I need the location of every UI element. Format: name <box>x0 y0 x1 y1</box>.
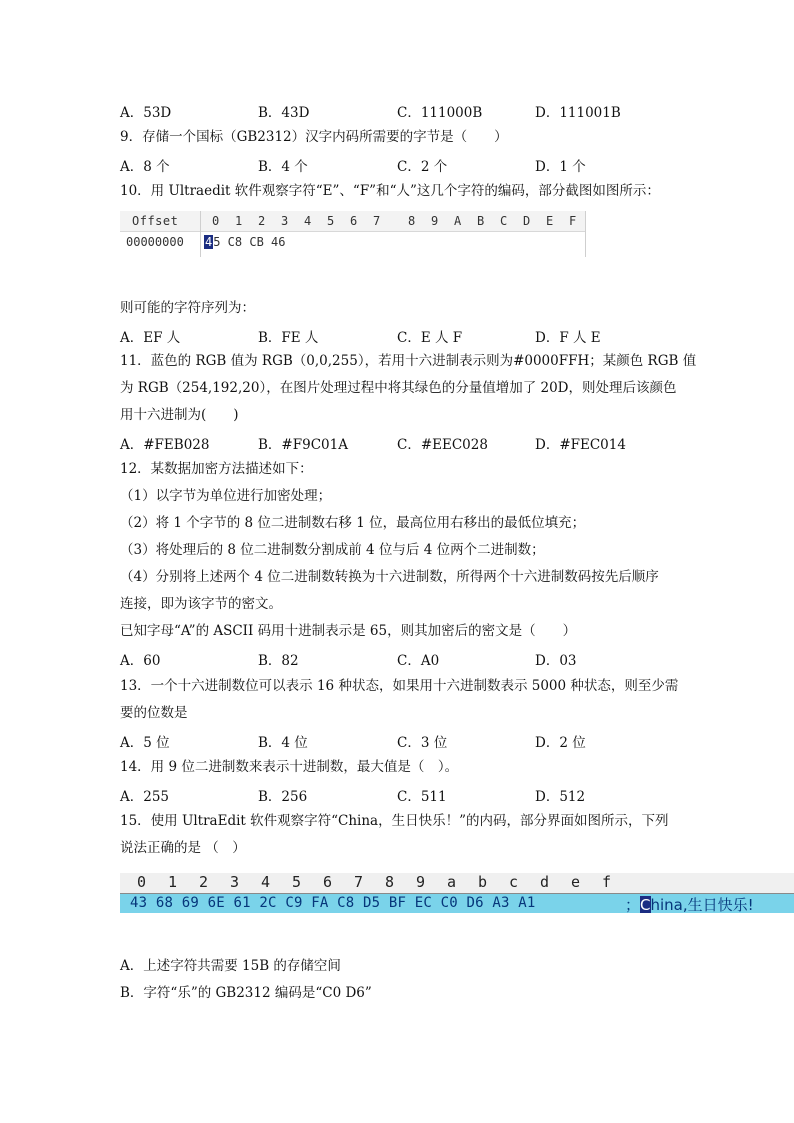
option-c: C．2 个 <box>397 159 448 175</box>
option-c: C．#EEC028 <box>397 437 488 453</box>
option-b: B．4 个 <box>258 159 308 175</box>
option-d: D．F 人 E <box>535 330 601 346</box>
column-label: 3 <box>230 873 240 891</box>
q12-stem: 12．某数据加密方法描述如下： <box>120 461 313 477</box>
q10-stem: 10．用 Ultraedit 软件观察字符“E”、“F”和“人”这几个字符的编码，部分截图如图所示： <box>120 183 660 199</box>
option-b: B．FE 人 <box>258 330 319 346</box>
q11-stem-line3: 用十六进制为( ) <box>120 407 239 423</box>
text-separator: ； <box>625 896 641 913</box>
column-label: 3 <box>281 214 289 228</box>
q12-step1: （1）以字节为单位进行加密处理； <box>120 488 332 504</box>
q11-stem-line1: 11．蓝色的 RGB 值为 RGB（0,0,255），若用十六进制表示则为#0000FFH；某颜色 RGB 值 <box>120 353 697 369</box>
column-label: 0 <box>137 873 147 891</box>
ultraedit-hex-view-2 <box>120 873 794 913</box>
option-a: A．#FEB028 <box>120 437 210 453</box>
column-label: A <box>454 214 462 228</box>
option-b: B．43D <box>258 105 310 121</box>
option-d: D．2 位 <box>535 735 586 751</box>
q14-stem: 14．用 9 位二进制数来表示十进制数，最大值是（ ）。 <box>120 759 459 775</box>
q12-step4-line1: （4）分别将上述两个 4 位二进制数转换为十六进制数，所得两个十六进制数码按先后顺序 <box>120 569 659 585</box>
column-label: e <box>571 873 581 891</box>
column-label: d <box>540 873 550 891</box>
q15-option-a: A．上述字符共需要 15B 的存储空间 <box>120 958 341 974</box>
q9-options <box>120 155 720 173</box>
q15-stem-line2: 说法正确的是 （ ） <box>120 840 246 856</box>
option-a: A．8 个 <box>120 159 170 175</box>
option-d: D．03 <box>535 653 577 669</box>
column-label: F <box>569 214 577 228</box>
q12-options <box>120 649 720 667</box>
column-label: 6 <box>323 873 333 891</box>
column-label: 4 <box>261 873 271 891</box>
column-label: C <box>500 214 508 228</box>
q11-stem-line2: 为 RGB（254,192,20），在图片处理过程中将其绿色的分量值增加了 20D，则处理后该颜色 <box>120 380 677 396</box>
column-label: b <box>478 873 488 891</box>
column-header <box>120 873 794 894</box>
column-label: E <box>546 214 554 228</box>
offset-value: 00000000 <box>126 235 184 249</box>
option-a: A．EF 人 <box>120 330 181 346</box>
text-cursor: 4 <box>205 235 213 249</box>
hex-bytes: 43 68 69 6E 61 2C C9 FA C8 D5 BF EC C0 D6 A3 A1 <box>130 895 536 911</box>
q13-options <box>120 731 720 749</box>
text-cursor: C <box>640 896 651 913</box>
option-c: C．3 位 <box>397 735 448 751</box>
q12-question: 已知字母“A”的 ASCII 码用十进制表示是 65，则其加密后的密文是（ ） <box>120 623 577 639</box>
q14-options <box>120 785 720 803</box>
option-d: D．#FEC014 <box>535 437 626 453</box>
column-label: 0 <box>212 214 220 228</box>
option-d: D．1 个 <box>535 159 586 175</box>
column-label: 7 <box>354 873 364 891</box>
option-b: B．#F9C01A <box>258 437 348 453</box>
column-label: 2 <box>258 214 266 228</box>
q11-options <box>120 433 720 451</box>
column-label: 1 <box>168 873 178 891</box>
column-label: 8 <box>385 873 395 891</box>
column-label: 9 <box>431 214 439 228</box>
q15-stem-line1: 15．使用 UltraEdit 软件观察字符“China，生日快乐！”的内码，部分界面如图所示，下列 <box>120 813 669 829</box>
q9-stem: 9．存储一个国标（GB2312）汉字内码所需要的字节是（ ） <box>120 129 508 145</box>
column-label: B <box>477 214 485 228</box>
q13-stem-line2: 要的位数是 <box>120 705 188 721</box>
hex-bytes <box>204 235 285 249</box>
ultraedit-hex-view-1 <box>120 211 586 257</box>
option-a: A．53D <box>120 105 172 121</box>
q12-step4-line2: 连接，即为该字节的密文。 <box>120 596 282 612</box>
column-label: c <box>509 873 519 891</box>
option-c: C．E 人 F <box>397 330 463 346</box>
q10-question: 则可能的字符序列为： <box>120 300 255 316</box>
q8-options <box>120 101 720 119</box>
column-label: 9 <box>416 873 426 891</box>
column-label: 2 <box>199 873 209 891</box>
option-b: B．82 <box>258 653 299 669</box>
option-b: B．256 <box>258 789 308 805</box>
option-a: A．60 <box>120 653 161 669</box>
hex-row <box>120 894 794 913</box>
option-c: C．511 <box>397 789 447 805</box>
option-b: B．4 位 <box>258 735 308 751</box>
divider <box>200 211 201 257</box>
divider <box>585 211 586 257</box>
column-label: 6 <box>350 214 358 228</box>
column-label: D <box>523 214 531 228</box>
column-label: 8 <box>408 214 416 228</box>
q13-stem-line1: 13．一个十六进制数位可以表示 16 种状态，如果用十六进制数表示 5000 种状态，则至少需 <box>120 678 679 694</box>
column-label: f <box>602 873 612 891</box>
column-label: 5 <box>327 214 335 228</box>
q12-step2: （2）将 1 个字节的 8 位二进制数右移 1 位，最高位用右移出的最低位填充； <box>120 515 586 531</box>
option-a: A．5 位 <box>120 735 170 751</box>
text-rest: hina,生日快乐! <box>650 896 754 913</box>
option-d: D．111001B <box>535 105 621 121</box>
text-column <box>625 894 754 913</box>
q12-step3: （3）将处理后的 8 位二进制数分割成前 4 位与后 4 位两个二进制数； <box>120 542 545 558</box>
option-a: A．255 <box>120 789 170 805</box>
offset-label: Offset <box>132 214 179 228</box>
column-label: 1 <box>235 214 243 228</box>
q10-options <box>120 326 720 344</box>
option-c: C．111000B <box>397 105 483 121</box>
option-c: C．A0 <box>397 653 440 669</box>
column-label: 4 <box>304 214 312 228</box>
column-label: a <box>447 873 457 891</box>
column-label: 5 <box>292 873 302 891</box>
column-label: 7 <box>373 214 381 228</box>
hex-bytes-rest: 5 C8 CB 46 <box>213 235 286 249</box>
q15-option-b: B．字符“乐”的 GB2312 编码是“C0 D6” <box>120 985 372 1001</box>
option-d: D．512 <box>535 789 586 805</box>
